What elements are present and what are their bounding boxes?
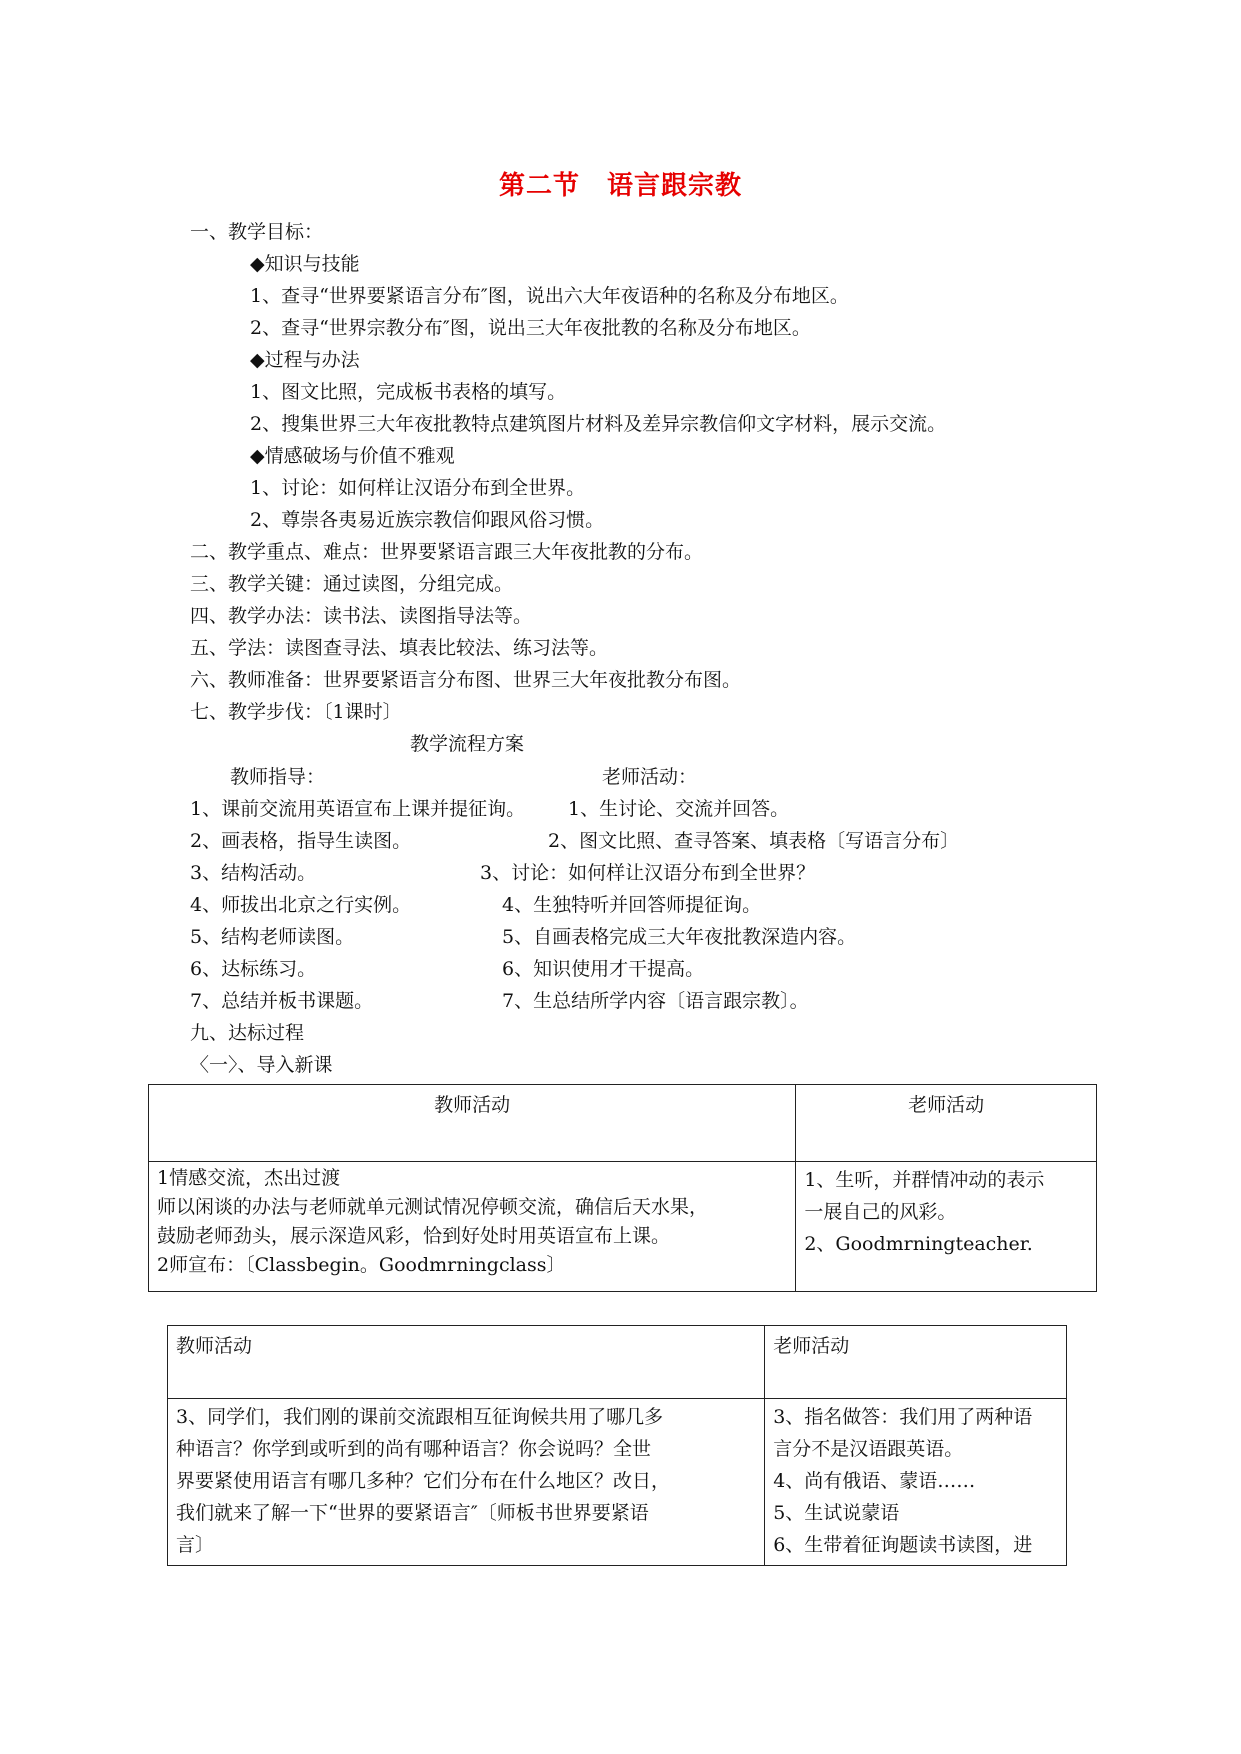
objective-item: 2、查寻“世界宗教分布″图，说出三大年夜批教的名称及分布地区。	[250, 317, 811, 339]
sub-heading-knowledge: ◆知识与技能	[250, 253, 360, 275]
cell-line: 5、生试说蒙语	[773, 1502, 900, 1524]
cell-line: 师以闲谈的办法与老师就单元测试情况停顿交流，确信后天水果，	[157, 1196, 709, 1218]
table-header-teacher: 教师活动	[168, 1326, 765, 1399]
cell-line: 言分不是汉语跟英语。	[773, 1438, 964, 1460]
section-process: 九、达标过程	[190, 1022, 305, 1044]
cell-line: 言〕	[176, 1534, 215, 1556]
flow-teacher-item: 4、师拔出北京之行实例。	[190, 894, 412, 916]
table-cell-student	[765, 1399, 1067, 1566]
section-key-points: 二、教学重点、难点：世界要紧语言跟三大年夜批教的分布。	[190, 541, 704, 563]
table-header-teacher: 教师活动	[149, 1085, 796, 1162]
cell-line: 2师宣布：〔Classbegin。Goodmrningclass〕	[157, 1254, 566, 1276]
flow-teacher-item: 6、达标练习。	[190, 958, 317, 980]
section-learning-methods: 五、学法：读图查寻法、填表比较法、练习法等。	[190, 637, 609, 659]
teacher-guide-heading: 教师指导：	[230, 766, 326, 788]
cell-line: 3、指名做答：我们用了两种语	[773, 1406, 1033, 1428]
flow-student-item: 1、生讨论、交流并回答。	[568, 798, 790, 820]
flow-teacher-item: 2、画表格，指导生读图。	[190, 830, 412, 852]
cell-line: 鼓励老师劲头，展示深造风彩，恰到好处时用英语宣布上课。	[157, 1225, 671, 1247]
cell-line: 6、生带着征询题读书读图，进	[773, 1534, 1033, 1556]
activity-table-1	[148, 1084, 1097, 1292]
table-header-student: 老师活动	[765, 1326, 1067, 1399]
section-steps: 七、教学步伐：〔1课时〕	[190, 701, 402, 723]
flow-teacher-item: 7、总结并板书课题。	[190, 990, 374, 1012]
section-methods: 四、教学办法：读书法、读图指导法等。	[190, 605, 533, 627]
flow-student-item: 3、讨论：如何样让汉语分布到全世界？	[480, 862, 816, 884]
flow-student-item: 2、图文比照、查寻答案、填表格〔写语言分布〕	[548, 830, 960, 852]
cell-line: 1情感交流，杰出过渡	[157, 1167, 341, 1189]
objective-item: 2、尊崇各夷易近族宗教信仰跟风俗习惯。	[250, 509, 605, 531]
flow-plan-heading: 教学流程方案	[410, 733, 525, 755]
objective-item: 1、查寻“世界要紧语言分布″图，说出六大年夜语种的名称及分布地区。	[250, 285, 849, 307]
objective-item: 1、图文比照，完成板书表格的填写。	[250, 381, 567, 403]
sub-section-intro: 〈一〉、导入新课	[190, 1054, 333, 1076]
flow-student-item: 6、知识使用才干提高。	[502, 958, 705, 980]
objective-item: 2、搜集世界三大年夜批教特点建筑图片材料及差异宗教信仰文字材料，展示交流。	[250, 413, 947, 435]
cell-line: 我们就来了解一下“世界的要紧语言″〔师板书世界要紧语	[176, 1502, 649, 1524]
objective-item: 1、讨论：如何样让汉语分布到全世界。	[250, 477, 586, 499]
page-title: 第二节 语言跟宗教	[498, 171, 742, 201]
sub-heading-emotion: ◆情感破场与价值不雅观	[250, 445, 455, 467]
table-header-student: 老师活动	[796, 1085, 1097, 1162]
section-preparation: 六、教师准备：世界要紧语言分布图、世界三大年夜批教分布图。	[190, 669, 742, 691]
section-objectives: 一、教学目标：	[190, 221, 324, 243]
table-cell-teacher	[149, 1162, 796, 1292]
table-cell-teacher	[168, 1399, 765, 1566]
sub-heading-process: ◆过程与办法	[250, 349, 360, 371]
section-key: 三、教学关键：通过读图，分组完成。	[190, 573, 514, 595]
cell-line: 1、生听，并群情冲动的表示	[804, 1169, 1045, 1191]
flow-teacher-item: 5、结构老师读图。	[190, 926, 355, 948]
cell-line: 3、同学们，我们刚的课前交流跟相互征询候共用了哪几多	[176, 1406, 664, 1428]
flow-student-item: 4、生独特听并回答师提征询。	[502, 894, 762, 916]
cell-line: 4、尚有俄语、蒙语……	[773, 1470, 976, 1492]
cell-line: 一展自己的风彩。	[804, 1201, 957, 1223]
activity-table-2	[167, 1325, 1067, 1566]
cell-line: 2、Goodmrningteacher.	[804, 1233, 1033, 1255]
flow-teacher-item: 3、结构活动。	[190, 862, 317, 884]
cell-line: 界要紧使用语言有哪几多种？它们分布在什么地区？改日，	[176, 1470, 671, 1492]
flow-student-item: 5、自画表格完成三大年夜批教深造内容。	[502, 926, 857, 948]
flow-teacher-item: 1、课前交流用英语宣布上课并提征询。	[190, 798, 526, 820]
flow-student-item: 7、生总结所学内容〔语言跟宗教〕。	[502, 990, 809, 1012]
table-cell-student	[796, 1162, 1097, 1292]
cell-line: 种语言？你学到或听到的尚有哪种语言？你会说吗？全世	[176, 1438, 652, 1460]
student-activity-heading: 老师活动：	[602, 766, 698, 788]
